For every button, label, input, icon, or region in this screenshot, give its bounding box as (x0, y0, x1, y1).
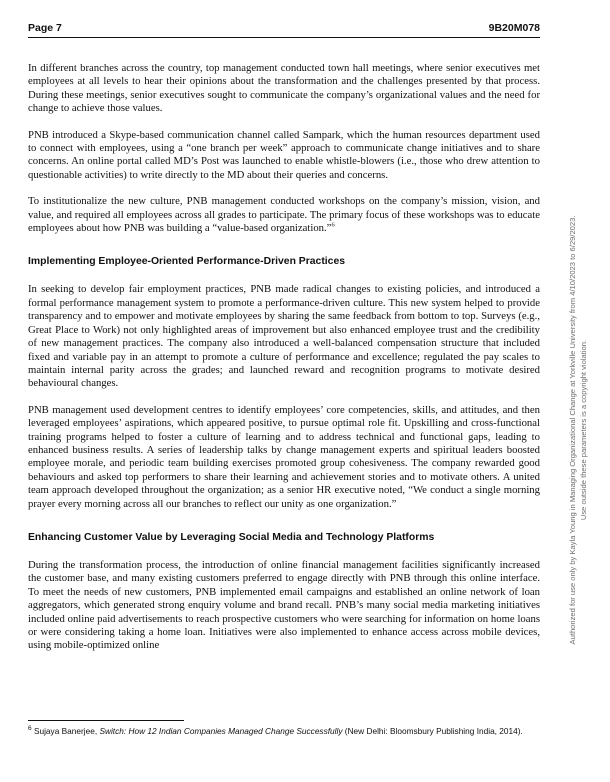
paragraph-development-centres: PNB management used development centres to identify employees’ core competencies, skills, and attitudes, and then leveraged employees’ aspirations, which appeared positive, to pursue optimal role fit. Upskilling and cross-functional training programs helped to foster a culture of learning and to address technical and functional gaps, leading to enhanced business results. A series of leadership talks by change management experts and spiritual leaders boosted employee morale, and periodic team building exercises promoted group cohesiveness. The company rewarded good behaviours and asked top performers to share their learning and achievement stories and to motivate others. A united team approach developed throughout the organization; as a senior HR executive noted, “We conduct a single morning prayer every morning across all our branches to reflect our unity as one organization.” (28, 403, 540, 510)
page-number: Page 7 (28, 22, 62, 34)
copyright-notice-line1: Authorized for use only by Kayla Young in Managing Organizational Change at Yorkville University from 4/10/2023 to 6/29/2023. (568, 215, 577, 645)
paragraph-town-hall: In different branches across the country, top management conducted town hall meetings, where senior executives met employees at all levels to hear their opinions about the transformation and the challenges presented by that process. During these meetings, senior executives sought to communicate the company’s organizational values and the need for change to achieve those values. (28, 62, 540, 115)
footnote (28, 726, 528, 737)
paragraph-performance-system: In seeking to develop fair employment practices, PNB made radical changes to existing policies, and introduced a formal performance management system to promote a performance-driven culture. This new system helped to provide transparency and to empower and motivate employees by sharing the same feedback from bottom to top. Surveys (e.g., Great Place to Work) not only highlighted areas of improvement but also enhanced employee trust and the credibility of new management practices. The company also introduced a well-balanced compensation structure that included fixed and variable pay in an attempt to promote a culture of performance and excellence; regulated the pay scales to maintain internal parity across the grades; and launched reward and recognition programs to motivate desired behavioural changes. (28, 283, 540, 390)
paragraph-sampark: PNB introduced a Skype-based communication channel called Sampark, which the human resources department used to connect with employees, using a “one branch per week” approach to communicate change initiatives and to share concerns. An online portal called MD’s Post was launched to enable whistle-blowers (i.e., those who drew attention to questionable activities) to write directly to the MD about their queries and concerns. (28, 128, 540, 181)
case-code: 9B20M078 (488, 22, 540, 34)
footnote-author: Sujaya Banerjee, (33, 726, 100, 736)
paragraph-online-facilities: During the transformation process, the introduction of online financial management facilities significantly increased the customer base, and many existing customers preferred to engage directly with PNB through this online interface. To meet the needs of new customers, PNB implemented email campaigns and established an online network of loan aggregators, which generated strong enquiry volume and brand recall. PNB’s many social media marketing initiatives included online paid advertisements to reach prospective customers who were searching for information on home loans or were considering taking a home loan. Initiatives were also implemented to enhance access across mobile devices, using mobile-optimized online (28, 558, 540, 652)
section-heading-customer-value: Enhancing Customer Value by Leveraging Social Media and Technology Platforms (28, 531, 435, 543)
paragraph-workshops (28, 195, 540, 235)
document-body (28, 62, 540, 666)
footnote-divider (28, 720, 184, 721)
copyright-notice-line2: Use outside these parameters is a copyright violation. (579, 339, 588, 521)
footnote-reference: 6 (331, 221, 335, 229)
footnote-title: Switch: How 12 Indian Companies Managed Change Successfully (99, 726, 343, 736)
footnote-number: 6 (28, 725, 32, 733)
page-header (28, 22, 540, 38)
paragraph-workshops-text: To institutionalize the new culture, PNB management conducted workshops on the company’s mission, vision, and value, and required all employees across all grades to participate. The primary focus of these workshops was to educate employees about how PNB was building a “value-based organization.” (28, 195, 540, 235)
section-heading-performance: Implementing Employee-Oriented Performance-Driven Practices (28, 256, 346, 268)
footnote-publisher: (New Delhi: Bloomsbury Publishing India, 2014). (342, 726, 523, 736)
